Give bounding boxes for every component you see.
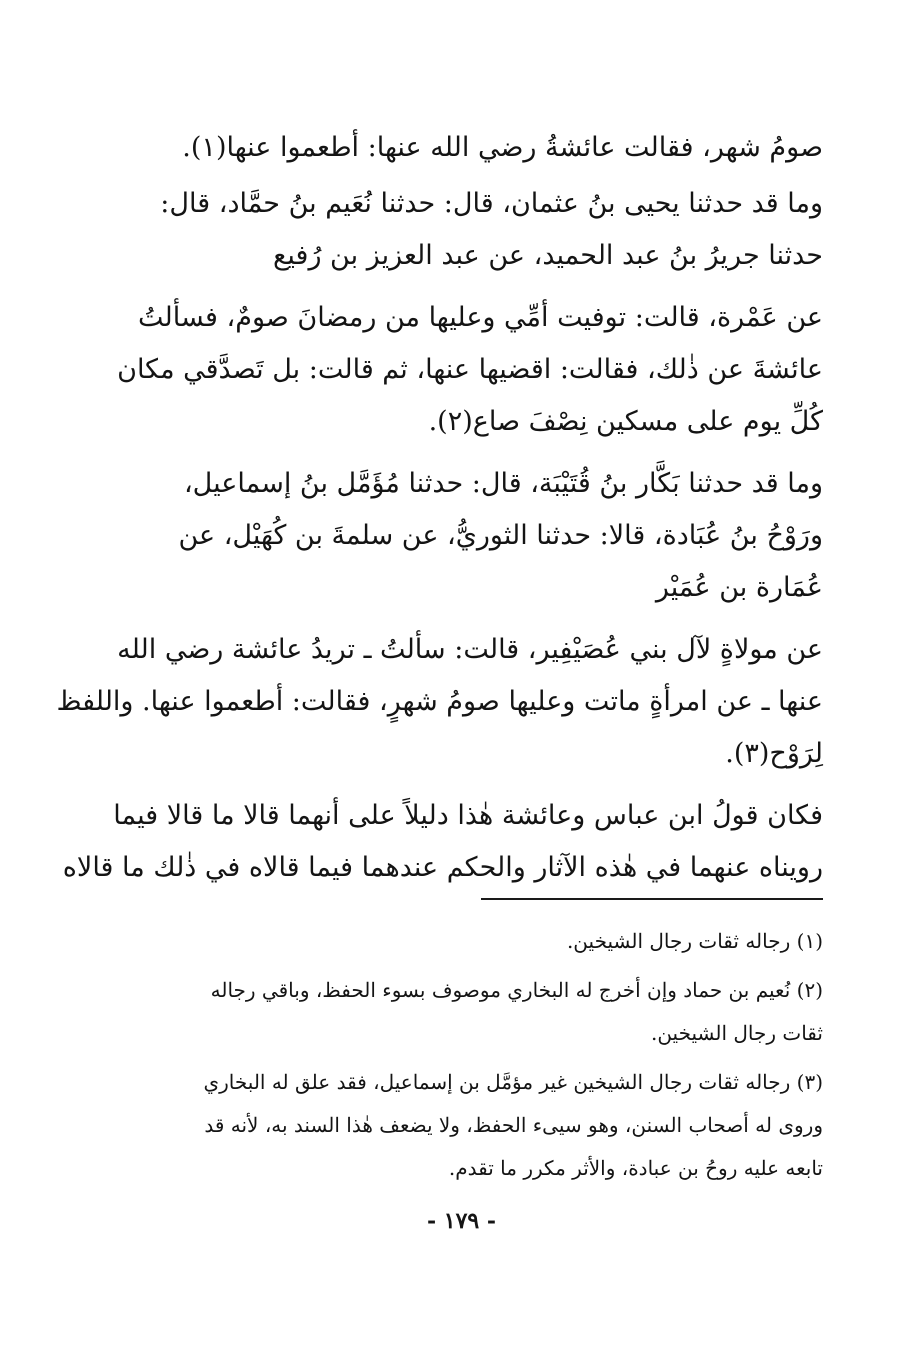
text-line: عُمَارة بن عُمَيْر [655,572,823,603]
text-line: عن مولاةٍ لآل بني عُصَيْفِير، قالت: سألتُ ـ تريدُ عائشة رضي الله [117,634,823,665]
footnote-3 [110,1061,823,1190]
text-line: وما قد حدثنا بَكَّار بنُ قُتَيْبَة، قال: حدثنا مُؤَمَّل بنُ إسماعيل، [183,468,823,499]
paragraph [110,458,823,614]
footnote-divider [481,898,823,900]
text-line: عائشةَ عن ذٰلك، فقالت: اقضيها عنها، ثم قالت: بل تَصدَّقي مكان [117,354,823,385]
text-line: لِرَوْح(٣). [725,738,823,769]
text-line: عن عَمْرة، قالت: توفيت أمِّي وعليها من رمضانَ صومٌ، فسألتُ [137,302,823,333]
footnote-line: تابعه عليه روحُ بن عبادة، والأثر مكرر ما تقدم. [448,1156,823,1180]
text-line: ورَوْحُ بنُ عُبَادة، قالا: حدثنا الثوريُّ، عن سلمةَ بن كُهَيْل، عن [178,520,823,551]
footnote-line: ثقات رجال الشيخين. [650,1021,823,1045]
page-number: - ١٧٩ - [426,1208,497,1234]
text-line: حدثنا جريرُ بنُ عبد الحميد، عن عبد العزيز بن رُفيع [273,240,823,271]
text-line: رويناه عنهما في هٰذه الآثار والحكم عندهما فيما قالاه في ذٰلك ما قالاه [62,852,823,883]
main-text [56,122,823,894]
footnote-line: (٣) رجاله ثقات رجال الشيخين غير مؤمَّل بن إسماعيل، فقد علق له البخاري [203,1070,823,1094]
footnote-1 [110,920,823,963]
paragraph [110,292,823,448]
text-line: وما قد حدثنا يحيى بنُ عثمان، قال: حدثنا نُعَيم بنُ حمَّاد، قال: [160,188,823,219]
footnotes [110,898,823,1196]
footnote-line: وروى له أصحاب السنن، وهو سيىء الحفظ، ولا يضعف هٰذا السند به، لأنه قد [204,1113,823,1137]
text-line: عنها ـ عن امرأةٍ ماتت وعليها صومُ شهرٍ، فقالت: أطعموا عنها. واللفظ [56,686,823,717]
footnote-line: (٢) نُعيم بن حماد وإن أخرج له البخاري موصوف بسوء الحفظ، وباقي رجاله [210,978,823,1002]
paragraph [110,178,823,282]
paragraph [110,122,823,174]
paragraph [56,624,823,780]
footnote-line: (١) رجاله ثقات رجال الشيخين. [566,929,823,953]
text-line: كُلِّ يوم على مسكين نِصْفَ صاع(٢). [428,406,823,437]
paragraph [62,790,823,894]
text-line: فكان قولُ ابن عباس وعائشة هٰذا دليلاً على أنهما قالا ما قالا فيما [113,800,823,831]
text-line: صومُ شهر، فقالت عائشةُ رضي الله عنها: أطعموا عنها(١). [182,132,823,163]
footnote-2 [110,969,823,1055]
